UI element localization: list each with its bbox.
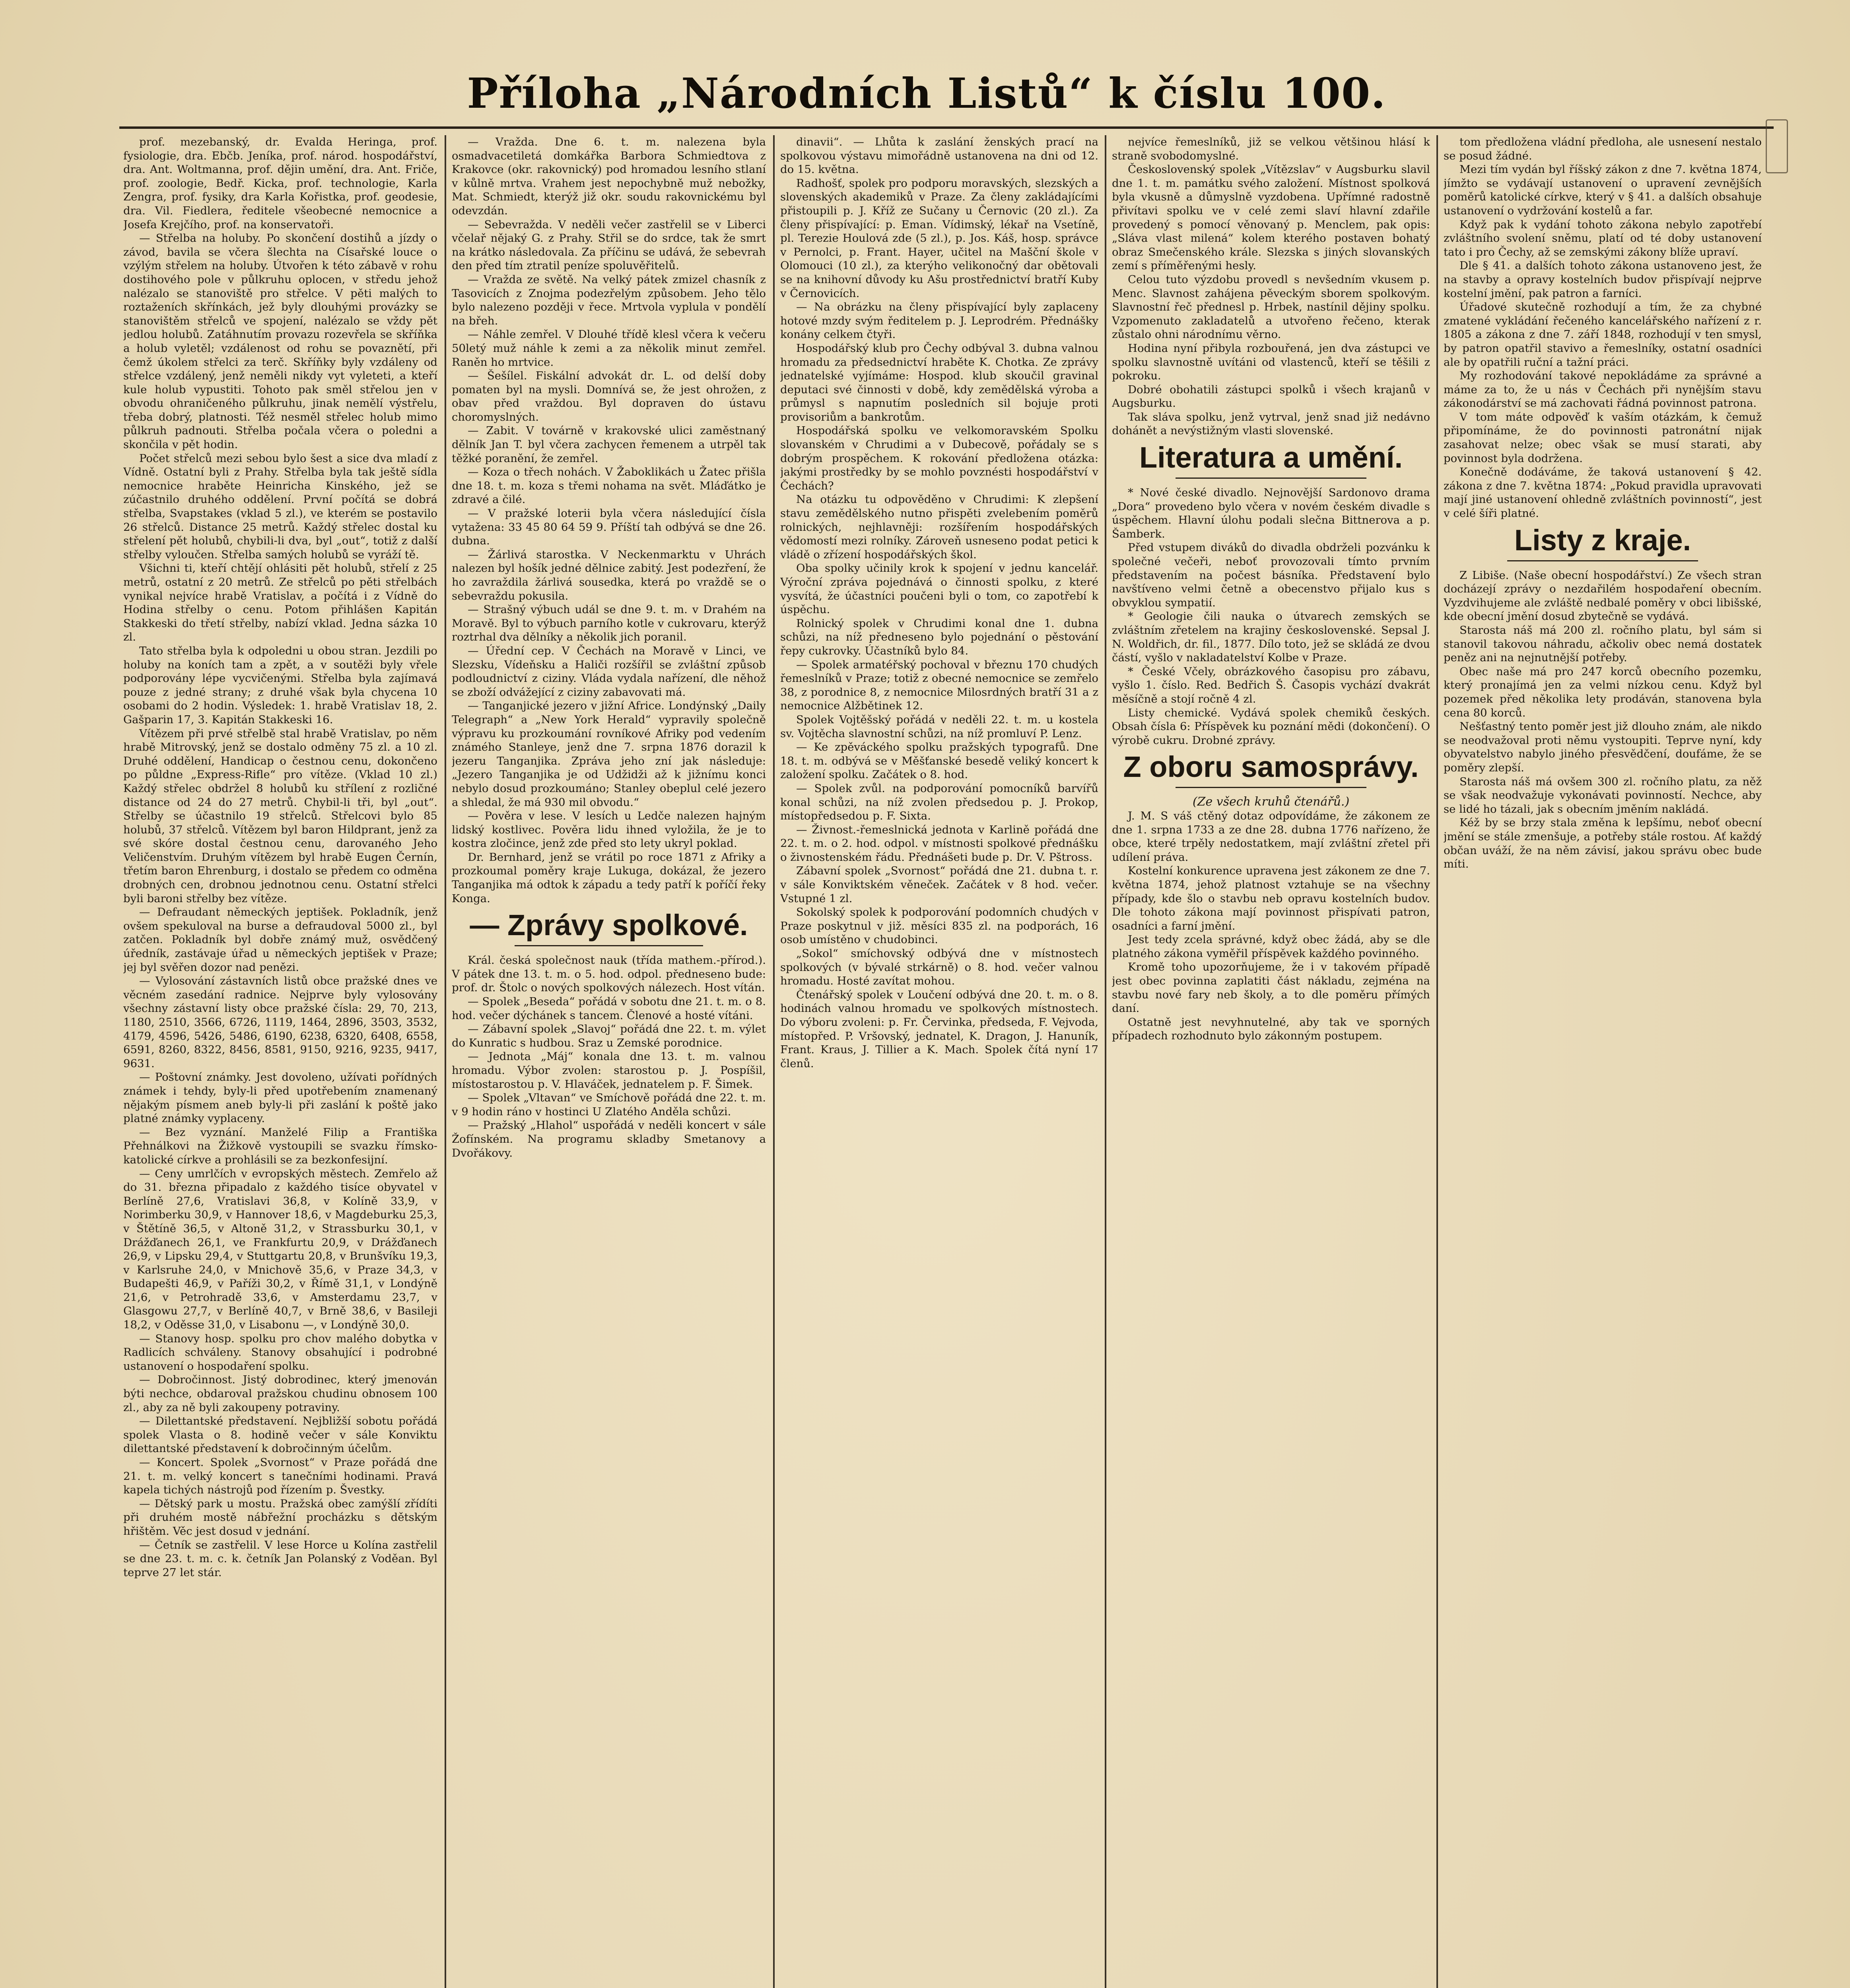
- article-paragraph: Tato střelba byla k odpoledni u obou stran. Jezdili po holuby na koních tam a zpět, a v soutěži byly vřele podporovány lépe vycvičenými. Střelba byla zajímavá pouze z jedné strany; z druhé však byla chycena 10 osobami do 2 hodin. Výsledek: 1. hrabě Vratislav 18, 2. Gašparin 17, 3. Kapitán Stakkeski 16.: [123, 644, 437, 726]
- article-paragraph: — Vražda. Dne 6. t. m. nalezena byla osmadvacetiletá domkářka Barbora Schmiedtova z Krakovce (okr. rakovnický) pod hromadou lesního stlaní v kůlně mrtva. Vrahem jest nepochybně muž nebožky, Mat. Schmiedt, kterýž již okr. soudu rakovnickému byl odevzdán.: [452, 136, 766, 217]
- article-paragraph: Kostelní konkurence upravena jest zákonem ze dne 7. května 1874, jehož platnost vztahuje se na všechny případy, kde šlo o stavbu neb opravu kostelních budov. Dle tohoto zákona mají povinnost přispívati patron, osadníci a farní jmění.: [1112, 864, 1430, 932]
- article-paragraph: Dr. Bernhard, jenž se vrátil po roce 1871 z Afriky a prozkoumal poměry kraje Lukuga, dokázal, že jezero Tanganjika má odtok k západu a tedy patří k poříčí řeky Konga.: [452, 850, 766, 905]
- article-paragraph: — Jednota „Máj“ konala dne 13. t. m. valnou hromadu. Výbor zvolen: starostou p. J. Pospíšil, místostarostou p. V. Hlaváček, jednatelem p. F. Šimek.: [452, 1050, 766, 1091]
- column-2: [452, 135, 766, 1988]
- section-subheading: (Ze všech kruhů čtenářů.): [1192, 795, 1350, 809]
- article-paragraph: Když pak k vydání tohoto zákona nebylo zapotřebí zvláštního svolení sněmu, platí od té doby ustanovení tato i pro Čechy, až se zemskými zákony blíže upraví.: [1444, 218, 1762, 258]
- article-paragraph: Celou tuto výzdobu provedl s nevšedním vkusem p. Menc. Slavnost zahájena pěveckým sborem spolkovým. Slavnostní řeč přednesl p. Hrbek, nastínil dějiny spolku. Vzpomenuto zakladatelů a utvořeno řečeno, kterak zůstalo ohni národnímu věrno.: [1112, 273, 1430, 341]
- article-paragraph: prof. mezebanský, dr. Evalda Heringa, prof. fysiologie, dra. Ebčb. Jeníka, prof. národ. hospodářství, dra. Ant. Woltmanna, prof. dějin umění, dra. Ant. Friče, prof. zoologie, Bedř. Kicka, prof. technologie, Karla Zengra, prof. fysiky, dra Karla Kořistka, prof. geodesie, dra. Vil. Fiedlera, ředitele všeobecné nemocnice a Josefa Krejčího, prof. na konservatoři.: [123, 136, 437, 231]
- article-paragraph: Sokolský spolek k podporování podomních chudých v Praze poskytnul v již. měsíci 835 zl. na podporách, 16 osob umístěno v chudobinci.: [780, 906, 1098, 946]
- page-title: Příloha „Národních Listů“ k číslu 100.: [467, 69, 1386, 118]
- archive-stamp: [1766, 119, 1788, 173]
- article-paragraph: — V pražské loterii byla včera následující čísla vytažena: 33 45 80 64 59 9. Příští tah odbývá se dne 26. dubna.: [452, 507, 766, 547]
- article-paragraph: Úřadové skutečně rozhodují a tím, že za chybné zmatené vykládání řečeného kancelářského nařízení z r. 1805 a zákona z dne 7. září 1848, rozhodují v ten smysl, by patron opatřil stavivo a řemeslníky, ostatní osadníci ale by opatřili ruční a tažní práci.: [1444, 301, 1762, 369]
- article-paragraph: Mezi tím vydán byl říšský zákon z dne 7. května 1874, jímžto se vydávají ustanovení o upravení zevnějších poměrů katolické církve, který v § 41. a dalších obsahuje ustanovení o vydržování kostelů a far.: [1444, 163, 1762, 217]
- article-paragraph: — Vylosování zástavních listů obce pražské dnes ve věcném zasedání radnice. Nejprve byly vylosovány všechny zástavní listy obce pražské čísla: 29, 70, 213, 1180, 2510, 3566, 6726, 1119, 1464, 2896, 3503, 3532, 4179, 4596, 5426, 5486, 6190, 6238, 6320, 6408, 6558, 6591, 8260, 8322, 8456, 8581, 9150, 9216, 9235, 9417, 9631.: [123, 975, 437, 1070]
- article-paragraph: Čtenářský spolek v Loučení odbývá dne 20. t. m. o 8. hodinách valnou hromadu ve spolkových místnostech. Do výboru zvoleni: p. Fr. Červinka, předseda, F. Vejvoda, místopřed. P. Vršovský, jednatel, K. Dragon, J. Hanuník, Frant. Kraus, J. Tillier a K. Mach. Spolek čítá nyní 17 členů.: [780, 988, 1098, 1070]
- section-underline: [515, 945, 703, 946]
- article-paragraph: * Geologie čili nauka o útvarech zemských se zvláštním zřetelem na krajiny československé. Sepsal J. N. Woldřich, dr. fil., 1877. Dílo toto, jež se skládá ze dvou částí, vyšlo v nakladatelství Kolbe v Praze.: [1112, 610, 1430, 664]
- article-paragraph: Oba spolky učinily krok k spojení v jednu kancelář. Výroční zpráva pojednává o činnosti spolku, z které vysvítá, že účastníci poučeni byli o tom, co zapotřebí k úspěchu.: [780, 562, 1098, 616]
- article-paragraph: — Sebevražda. V neděli večer zastřelil se v Liberci včelař nějaký G. z Prahy. Střil se do srdce, tak že smrt na krátko následovala. Za příčinu se udává, že sebevrah den před tím ztratil peníze spoluvěřitelů.: [452, 218, 766, 272]
- article-paragraph: — Náhle zemřel. V Dlouhé třídě klesl včera k večeru 50letý muž náhle k zemi a za několik minut zemřel. Raněn ho mrtvice.: [452, 328, 766, 369]
- column-divider: [1436, 135, 1438, 1988]
- article-paragraph: — Úřední cep. V Čechách na Moravě v Linci, ve Slezsku, Vídeňsku a Haliči rozšířil se zvláštní způsob podloudnictví z ciziny. Vláda vydala nařízení, dle něhož se zboží odvážející z ciziny zabavovati má.: [452, 644, 766, 699]
- article-paragraph: Před vstupem diváků do divadla obdrželi pozvánku k společné večeři, neboť provozovali tímto prvním představením na počest básníka. Představení bylo navštíveno velmi četně a obecenstvo přijalo kus s obvyklou sympatií.: [1112, 541, 1430, 609]
- column-4: [1112, 135, 1430, 1988]
- article-paragraph: — Vražda ze světě. Na velký pátek zmizel chasník z Tasovicích z Znojma podezřelým způsobem. Jeho tělo bylo nalezeno později v řece. Mrtvola vyplula v pondělí na břeh.: [452, 273, 766, 327]
- article-paragraph: Starosta náš má 200 zl. ročního platu, byl sám si stanovil takovou náhradu, ačkoliv obec nemá dostatek peněz ani na nejnutnější potřeby.: [1444, 624, 1762, 664]
- article-paragraph: Obec naše má pro 247 korců obecního pozemku, který pronajímá jen za velmi nízkou cenu. Když byl pozemek před několika lety prodáván, stanovena byla cena 80 korců.: [1444, 665, 1762, 719]
- article-paragraph: Dobré obohatili zástupci spolků i všech krajanů v Augsburku.: [1112, 383, 1430, 410]
- section-heading: — Zprávy spolkové.: [470, 909, 748, 942]
- column-divider: [773, 135, 775, 1988]
- article-paragraph: — Spolek „Beseda“ pořádá v sobotu dne 21. t. m. o 8. hod. večer dýchánek s tancem. Členové a hosté vítáni.: [452, 995, 766, 1022]
- article-paragraph: Starosta náš má ovšem 300 zl. ročního platu, za něž se však neodvažuje vykonávati povinností. Nechce, aby se lidé ho tázali, jak s obecním jměním nakládá.: [1444, 775, 1762, 815]
- article-paragraph: — Stanovy hosp. spolku pro chov malého dobytka v Radlicích schváleny. Stanovy obsahující i podrobné ustanovení o hospodaření spolku.: [123, 1332, 437, 1373]
- article-paragraph: — Ceny umrlčích v evropských městech. Zemřelo až do 31. března připadalo z každého tisíce obyvatel v Berlíně 27,6, Vratislavi 36,8, v Kolíně 33,9, v Norimberku 30,9, v Hannover 18,6, v Magdeburku 25,3, v Štětíně 36,5, v Altoně 31,2, v Strassburku 30,1, v Drážďanech 26,1, ve Frankfurtu 20,9, v Drážďanech 26,9, v Lipsku 29,4, v Stuttgartu 20,8, v Brunšvíku 19,3, v Karlsruhe 24,0, v Mnichově 35,6, v Praze 34,3, v Budapešti 46,9, v Paříži 30,2, v Římě 31,1, v Londýně 21,6, v Petrohradě 33,6, v Amsterdamu 23,7, v Glasgowu 27,7, v Berlíně 40,7, v Brně 38,6, v Basileji 18,2, v Oděsse 31,0, v Lisabonu —, v Londýně 30,0.: [123, 1167, 437, 1332]
- article-paragraph: * České Včely, obrázkového časopisu pro zábavu, vyšlo 1. číslo. Red. Bedřich Š. Časopis vychází dvakrát měsíčně a stojí ročně 4 zl.: [1112, 665, 1430, 705]
- article-paragraph: — Četník se zastřelil. V lese Horce u Kolína zastřelil se dne 23. t. m. c. k. četník Jan Polanský z Voděan. Byl teprve 27 let stár.: [123, 1538, 437, 1579]
- article-paragraph: Král. česká společnost nauk (třída mathem.-přírod.). V pátek dne 13. t. m. o 5. hod. odpol. předneseno bude: prof. dr. Štolc o nových spolkových nálezech. Host vítán.: [452, 954, 766, 994]
- article-paragraph: — Spolek zvůl. na podporování pomocníků barvířů konal schůzi, na níž zvolen předsedou p. J. Prokop, místopředsedou p. F. Sixta.: [780, 782, 1098, 823]
- column-divider: [1105, 135, 1106, 1988]
- article-paragraph: Spolek Vojtěšský pořádá v neděli 22. t. m. u kostela sv. Vojtěcha slavnostní schůzi, na níž promluví P. Lenz.: [780, 713, 1098, 740]
- section-underline: [1507, 560, 1698, 561]
- column-1: [123, 135, 437, 1988]
- article-paragraph: — Ke zpěváckého spolku pražských typografů. Dne 18. t. m. odbývá se v Měšťanské besedě veliký koncert k založení spolku. Začátek o 8. hod.: [780, 741, 1098, 781]
- article-paragraph: tom předložena vládní předloha, ale usnesení nestalo se posud žádné.: [1444, 136, 1762, 162]
- article-paragraph: Zábavní spolek „Svornost“ pořádá dne 21. dubna t. r. v sále Konviktském věneček. Začátek v 8 hod. večer. Vstupné 1 zl.: [780, 864, 1098, 905]
- article-paragraph: — Na obrázku na členy přispívající byly zaplaceny hotové mzdy svým ředitelem p. J. Leprodrém. Přednášky konány celkem čtyři.: [780, 301, 1098, 341]
- article-paragraph: Radhošť, spolek pro podporu moravských, slezských a slovenských akademiků v Praze. Za členy zakládajícími přistoupili p. J. Kříž ze Sučany u Černovic (20 zl.). Za členy přispívající: p. Eman. Vídimský, lékař na Vsetíně, pl. Terezie Houlová zde (5 zl.), p. Jos. Káš, hosp. správce v Pernolci, p. Frant. Hayer, učitel na Mašční škole v Olomouci (10 zl.), za kterýho velikonočný dar obětovali se na knihovní důvody ku Ašu prostřednictví bratří Kuby v Černovicích.: [780, 177, 1098, 300]
- column-divider: [445, 135, 446, 1988]
- article-paragraph: Dle § 41. a dalších tohoto zákona ustanoveno jest, že na stavby a opravy kostelních budov přispívají nejprve kostelní jmění, pak patron a farníci.: [1444, 259, 1762, 300]
- article-paragraph: Hospodářský klub pro Čechy odbýval 3. dubna valnou hromadu za předsednictví hraběte K. Chotka. Ze zprávy jednatelské vyjímáme: Hospod. klub skoučil gravinal deputaci své činnosti v době, kdy zemědělská výroba a průmysl s napnutím posledních sil bojuje proti provisoriům a bankrotům.: [780, 342, 1098, 423]
- title-rule: [119, 126, 1774, 129]
- article-paragraph: — Bez vyznání. Manželé Filip a Františka Přehnálkovi na Žižkově vystoupili se svazku římsko-katolické církve a prohlásili se za bezkonfesijní.: [123, 1126, 437, 1166]
- article-paragraph: Všichni ti, kteří chtějí ohlásiti pět holubů, střelí z 25 metrů, ostatní z 20 metrů. Ze střelců po pěti střelbách vynikal nejvíce hrabě Vratislav, a počítá i z Vídně do Hodina střelby o cenu. Potom přihlášen Kapitán Stakkeski do třetí střelby, nabízí vklad. Jedna sázka 10 zl.: [123, 562, 437, 644]
- article-paragraph: — Střelba na holuby. Po skončení dostihů a jízdy o závod, bavila se včera šlechta na Císařské louce o vzýlým střelem na holuby. Útvořen k této zábavě v rohu dostihového pole v půlkruhu oplocen, v středu jehož nalézalo se stanoviště pro střelce. V pěti malých to roztaženích skřínkách, jež byly dlouhými provázky se stanovištěm střelců ve spojení, nalézalo se vždy pět jedlou holubů. Zatáhnutím provazu rozevřela se skříňka a holub vyletěl; vzdálenost od rohu se povaznětí, při čemž úkolem střelci za terč. Skříňky byly vzdáleny od střelce vzdálený, jenž neměli nikdy vyt vyleteti, a kteří kule holub vypustiti. Tohoto pak směl střelou jen v obvodu ohraničeného půlkruhu, jinak nemělí výstřelu, třeba dobrý, platnosti. Též nesměl střelec holub mimo půlkruh padnouti. Střelba počala včera o poledni a skončila v pět hodin.: [123, 232, 437, 451]
- article-paragraph: — Dětský park u mostu. Pražská obec zamýšlí zřídíti při druhém mostě nábřežní procházku s dětským hřištěm. Věc jest dosud v jednání.: [123, 1497, 437, 1538]
- article-paragraph: My rozhodování takové nepokládáme za správné a máme za to, že u nás v Čechách při nynějším stavu zákonodárství se má zachovati řádná povinnost patrona.: [1444, 369, 1762, 410]
- article-paragraph: — Zabit. V továrně v krakovské ulici zaměstnaný dělník Jan T. byl včera zachycen řemenem a utrpěl tak těžké poranění, že zemřel.: [452, 424, 766, 465]
- article-paragraph: — Spolek „Vltavan“ ve Smíchově pořádá dne 22. t. m. v 9 hodin ráno v hostinci U Zlatého Anděla schůzi.: [452, 1091, 766, 1118]
- article-paragraph: Jest tedy zcela správné, když obec žádá, aby se dle platného zákona vyměřil příspěvek každého povinného.: [1112, 933, 1430, 960]
- article-paragraph: Rolnický spolek v Chrudimi konal dne 1. dubna schůzi, na níž předneseno bylo pojednání o pěstování řepy cukrovky. Účastníků bylo 84.: [780, 617, 1098, 657]
- article-paragraph: — Poštovní známky. Jest dovoleno, užívati pořídných známek i tehdy, byly-li před upotřebením znamenaný nějakým písmem aneb byly-li při zaslání k poště jako platné známky vyplaceny.: [123, 1071, 437, 1125]
- section-heading: Literatura a umění.: [1139, 441, 1403, 474]
- article-paragraph: — Dilettantské představení. Nejbližší sobotu pořádá spolek Vlasta o 8. hodině večer v sále Konviktu dilettantské představení k dobročinným účelům.: [123, 1415, 437, 1455]
- article-paragraph: — Tanganjické jezero v jižní Africe. Londýnský „Daily Telegraph“ a „New York Herald“ vypravily společně výpravu ku prozkoumání rovníkové Afriky pod vedením známého Stanleye, jenž dne 7. srpna 1876 dorazil k jezeru Tanganjika. Zpráva jeho zní jak následuje: „Jezero Tanganjika je od Udžidži až k jižnímu konci nebylo dosud prozkoumáno; Stanley obeplul celé jezero a shledal, že má 930 mil obvodu.“: [452, 699, 766, 809]
- article-paragraph: Hospodářská spolku ve velkomoravském Spolku slovanském v Chrudimi a v Dubecově, pořádaly se s dobrým prospěchem. K rokování předložena otázka: jakými prostředky by se mohlo povznésti hospodářství v Čechách?: [780, 424, 1098, 492]
- article-paragraph: * Nové české divadlo. Nejnovější Sardonovo drama „Dora“ provedeno bylo včera v novém českém divadle s úspěchem. Hlavní úlohu podali slečna Bittnerova a p. Šamberk.: [1112, 486, 1430, 540]
- article-paragraph: — Koza o třech nohách. V Žaboklikách u Žatec přišla dne 18. t. m. koza s třemi nohama na svět. Mláďátko je zdravé a čilé.: [452, 466, 766, 506]
- article-paragraph: — Živnost.-řemeslnická jednota v Karlině pořádá dne 22. t. m. o 2. hod. odpol. v místnosti spolkové přednášku o živnostenském řádu. Přednášeti bude p. Dr. V. Pštross.: [780, 823, 1098, 864]
- article-paragraph: — Zábavní spolek „Slavoj“ pořádá dne 22. t. m. výlet do Kunratic s hudbou. Sraz u Zemské porodnice.: [452, 1023, 766, 1049]
- article-paragraph: — Strašný výbuch udál se dne 9. t. m. v Drahém na Moravě. Byl to výbuch parního kotle v cukrovaru, kterýž roztrhal dva dělníky a několik jich poranil.: [452, 603, 766, 644]
- article-paragraph: Z Libiše. (Naše obecní hospodářství.) Ze všech stran docházejí zprávy o nezdařilém hospodaření obecním. Vyzdvihujeme ale zvláště nedbalé poměry v obci libišské, kde obecní jmění dosud zbytečně se vydává.: [1444, 569, 1762, 623]
- article-paragraph: nejvíce řemeslníků, již se velkou většinou hlásí k straně svobodomyslné.: [1112, 136, 1430, 162]
- article-paragraph: Konečně dodáváme, že taková ustanovení § 42. zákona z dne 7. května 1874: „Pokud pravidla upravovati mají jiné ustanovení ohledně zvláštních povinností“, jest v celé šíři platné.: [1444, 466, 1762, 520]
- article-paragraph: — Koncert. Spolek „Svornost“ v Praze pořádá dne 21. t. m. velký koncert s tanečními hodinami. Pravá kapela tichých nástrojů pod řízením p. Švestky.: [123, 1456, 437, 1497]
- article-paragraph: — Defraudant německých jeptišek. Pokladník, jenž ovšem spekuloval na burse a defraudoval 5000 zl., byl zatčen. Pokladník byl dobře známý muž, osvědčený úředník, zastávaje úřad u německých jeptišek v Praze; jej byl svěřen dozor nad penězi.: [123, 906, 437, 974]
- article-paragraph: „Sokol“ smíchovský odbývá dne v místnostech spolkových (v bývalé strkárně) o 8. hod. večer valnou hromadu. Hosté zavítat mohou.: [780, 947, 1098, 988]
- section-underline: [1176, 478, 1366, 479]
- article-paragraph: Hodina nyní přibyla rozbouřená, jen dva zástupci ve spolku slavnostně uvítáni od vlastenců, kteří se těšili z pokroku.: [1112, 342, 1430, 382]
- article-paragraph: V tom máte odpověď k vaším otázkám, k čemuž připomínáme, že do povinnosti patronátní nijak zasahovat nelze; obec však se musí starati, aby povinnost byla dodržena.: [1444, 410, 1762, 465]
- article-paragraph: Československý spolek „Vítězslav“ v Augsburku slavil dne 1. t. m. památku svého založení. Místnost spolková byla vkusně a důmyslně vyzdobena. Upřímné radostně přivítavi spolku ve v celé zemi slaví hlavní zdařile provedený s pomocí věnovaný p. Menclem, pak opis: „Sláva vlast milená“ kolem kterého postaven bohatý obraz Smečenského krále. Slezska s jiných slovanských zemí s příměřenými hesly.: [1112, 163, 1430, 272]
- article-paragraph: Listy chemické. Vydává spolek chemiků českých. Obsah čísla 6: Příspěvek ku poznání mědi (dokončení). O výrobě cukru. Drobné zprávy.: [1112, 706, 1430, 747]
- article-paragraph: Vítězem při prvé střelbě stal hrabě Vratislav, po něm hrabě Mitrovský, jenž se dostalo odměny 75 zl. a 10 zl. Druhé oddělení, Handicap o čestnou cenu, dokončeno po půldne „Express-Rifle“ pro vítěze. (Vklad 10 zl.) Každý střelec obdržel 8 holubů ku střílení z rozličné distance od 24 do 27 metrů. Chybil-li tři, byl „out“. Střelby se účastnilo 19 střelců. Střelcovi bylo 85 holubů, 37 střelců. Vítězem byl baron Hildprant, jenž za své skóre dostal čestnou cenu, darovaného Jeho Veličenstvím. Druhým vítězem byl hrabě Eugen Černín, třetím baron Ehrenburg, i dostalo se předem co odměna drobných cen, drobnou jednotnou cenu. Ostatní střelci byli baroni střelby bez vítěze.: [123, 727, 437, 905]
- article-paragraph: — Šešílel. Fiskální advokát dr. L. od delší doby pomaten byl na mysli. Domnívá se, že jest ohrožen, z obav před vraždou. Byl dopraven do ústavu choromyslných.: [452, 369, 766, 423]
- section-heading: Z oboru samosprávy.: [1123, 750, 1419, 784]
- article-paragraph: Kéž by se brzy stala změna k lepšímu, neboť obecní jmění se stále zmenšuje, a potřeby stále rostou. Ať každý občan uváží, že na něm závisí, jakou správu obec bude míti.: [1444, 816, 1762, 871]
- article-paragraph: Tak sláva spolku, jenž vytrval, jenž snad již nedávno dohánět a nevýstižným vlasti slovenské.: [1112, 410, 1430, 437]
- article-paragraph: — Pověra v lese. V lesích u Ledče nalezen hajným lidský kostlivec. Pověra lidu ihned vyložila, že je to kostra zločince, jenž zde před sto lety ukryl poklad.: [452, 810, 766, 850]
- article-paragraph: Ostatně jest nevyhnutelné, aby tak ve sporných případech rozhodnuto bylo zákonným postupem.: [1112, 1015, 1430, 1043]
- article-paragraph: dinavii“. — Lhůta k zaslání ženských prací na spolkovou výstavu mimořádně ustanovena na dni od 12. do 15. května.: [780, 136, 1098, 176]
- article-paragraph: Počet střelců mezi sebou bylo šest a sice dva mladí z Vídně. Ostatní byli z Prahy. Střelba byla tak ještě sídla nemocnice hraběte Heinricha Kinského, jež se zúčastnilo druhého oddělení. První počítá se dobrá střelba, Svapstakes (vklad 5 zl.), ve kterém se postavilo 26 střelců. Distance 25 metrů. Každý střelec dostal ku střelení pět holubů, chybili-li dva, byl „out“, totiž z další střelby vyloučen. Střelba samých holubů se vyráží tě.: [123, 452, 437, 561]
- article-paragraph: — Pražský „Hlahol“ uspořádá v neděli koncert v sále Žofínském. Na programu skladby Smetanovy a Dvořákovy.: [452, 1119, 766, 1159]
- article-paragraph: Nešťastný tento poměr jest již dlouho znám, ale nikdo se neodvažoval proti němu vystoupiti. Teprve nyní, kdy obyvatelstvo nabylo jiného přesvědčení, doufáme, že se poměry zlepší.: [1444, 720, 1762, 774]
- section-underline: [1176, 787, 1366, 788]
- article-paragraph: J. M. S váš ctěný dotaz odpovídáme, že zákonem ze dne 1. srpna 1733 a ze dne 28. dubna 1776 nařízeno, že obce, které trpěly nedostatkem, mají zvláštní zřetel při udílení práva.: [1112, 809, 1430, 864]
- column-3: [780, 135, 1098, 1988]
- article-paragraph: — Spolek armatéřský pochoval v březnu 170 chudých řemeslníků v Praze; totiž z obecné nemocnice se zemřelo 38, z porodnice 8, z nemocnice Milosrdných bratří 31 a z nemocnice Alžbětinek 12.: [780, 658, 1098, 712]
- article-paragraph: Na otázku tu odpověděno v Chrudimi: K zlepšení stavu zemědělského nutno přispěti zvelebením poměrů rolnických, nejhlavněji: rozšířením hospodářských vědomostí mezi rolníky. Zároveň usneseno podat petici k vládě o zřízení hospodářských škol.: [780, 493, 1098, 561]
- article-paragraph: — Dobročinnost. Jistý dobrodinec, který jmenován býti nechce, obdaroval pražskou chudinu obnosem 100 zl., aby za ně byli zakoupeny potraviny.: [123, 1373, 437, 1414]
- article-paragraph: — Žárlivá starostka. V Neckenmarktu v Uhrách nalezen byl hošík jedné dělnice zabitý. Jest podezření, že ho zavraždila žárlivá sousedka, která po vraždě se o sebevraždu pokusila.: [452, 548, 766, 602]
- section-heading: Listy z kraje.: [1514, 523, 1691, 557]
- column-5: [1444, 135, 1762, 1988]
- article-paragraph: Kromě toho upozorňujeme, že i v takovém případě jest obec povinna zaplatiti část nákladu, zejména na stavbu nové fary neb školy, a to dle poměru přímých daní.: [1112, 961, 1430, 1015]
